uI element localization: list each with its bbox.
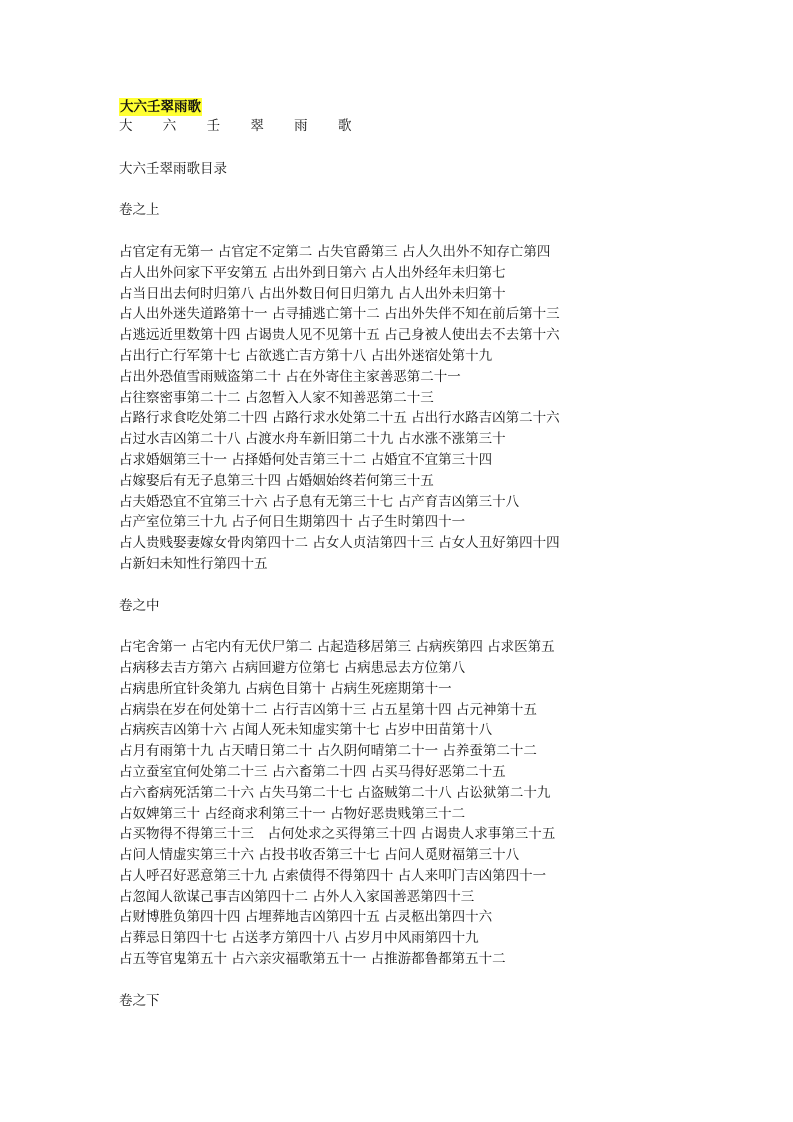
toc-line: 占病患所宜针灸第九 占病色目第十 占病生死瘥期第十一	[119, 680, 452, 697]
toc-line: 占往察密事第二十二 占忽暂入人家不知善恶第二十三	[119, 389, 434, 406]
toc-line: 占葬忌日第四十七 占送孝方第四十八 占岁月中风雨第四十九	[119, 930, 479, 947]
document-page	[119, 96, 759, 1011]
toc-line: 占五等官鬼第五十 占六亲灾福歌第五十一 占推游都鲁都第五十二	[119, 951, 506, 968]
spacer	[119, 180, 759, 201]
toc-line: 占出外恐值雪雨贼盗第二十 占在外寄住主家善恶第二十一	[119, 368, 461, 385]
toc-line: 占病祟在岁在何处第十二 占行吉凶第十三 占五星第十四 占元神第十五	[119, 701, 537, 718]
volume-heading-middle: 卷之中	[119, 597, 160, 614]
toc-line: 占人出外问家下平安第五 占出外到日第六 占人出外经年未归第七	[119, 264, 506, 281]
toc-line: 占病移去吉方第六 占病回避方位第七 占病患忌去方位第八	[119, 659, 466, 676]
spacer	[119, 138, 759, 159]
toc-line: 占宅舍第一 占宅内有无伏尸第二 占起造移居第三 占病疾第四 占求医第五	[119, 639, 555, 656]
toc-line: 占官定有无第一 占官定不定第二 占失官爵第三 占人久出外不知存亡第四	[119, 243, 551, 260]
toc-line: 占月有雨第十九 占天晴日第二十 占久阴何晴第二十一 占养蚕第二十二	[119, 743, 537, 760]
volume-heading-upper: 卷之上	[119, 202, 160, 219]
document-title-spaced: 大 六 壬 翠 雨 歌	[119, 118, 365, 134]
toc-line: 占人贵贱娶妻嫁女骨肉第四十二 占女人贞洁第四十三 占女人丑好第四十四	[119, 535, 560, 552]
toc-line: 占问人情虚实第三十六 占投书收否第三十七 占问人觅财福第三十八	[119, 847, 520, 864]
toc-line: 占求婚姻第三十一 占择婚何处吉第三十二 占婚宜不宜第三十四	[119, 451, 493, 468]
toc-line: 占夫婚恐宜不宜第三十六 占子息有无第三十七 占产育吉凶第三十八	[119, 493, 520, 510]
spacer	[119, 221, 759, 242]
toc-line: 占奴婢第三十 占经商求利第三十一 占物好恶贵贱第三十二	[119, 805, 466, 822]
toc-line: 占新妇未知性行第四十五	[119, 555, 268, 572]
volume-heading-lower: 卷之下	[119, 992, 160, 1009]
toc-line: 占嫁娶后有无子息第三十四 占婚姻始终若何第三十五	[119, 472, 434, 489]
toc-line: 占出行亡行军第十七 占欲逃亡吉方第十八 占出外迷宿处第十九	[119, 347, 493, 364]
spacer	[119, 970, 759, 991]
toc-line: 占人呼召好恶意第三十九 占索债得不得第四十 占人来叩门吉凶第四十一	[119, 867, 547, 884]
toc-line: 占买物得不得第三十三 占何处求之买得第三十四 占谒贵人求事第三十五	[119, 826, 556, 843]
spacer	[119, 575, 759, 596]
spacer	[119, 616, 759, 637]
document-title-highlighted: 大六壬翠雨歌	[120, 99, 201, 115]
toc-line: 占路行求食吃处第二十四 占路行求水处第二十五 占出行水路吉凶第二十六	[119, 410, 560, 427]
toc-line: 占当日出去何时归第八 占出外数日何日归第九 占人出外未归第十	[119, 285, 506, 302]
toc-line: 占病疾吉凶第十六 占闻人死未知虚实第十七 占岁中田苗第十八	[119, 722, 493, 739]
toc-heading: 大六壬翠雨歌目录	[119, 160, 227, 177]
volume-upper-list	[119, 242, 759, 575]
toc-line: 占立蚕室宜何处第二十三 占六畜第二十四 占买马得好恶第二十五	[119, 763, 506, 780]
toc-line: 占六畜病死活第二十六 占失马第二十七 占盗贼第二十八 占讼狱第二十九	[119, 784, 551, 801]
toc-line: 占产室位第三十九 占子何日生期第四十 占子生时第四十一	[119, 514, 466, 531]
toc-line: 占过水吉凶第二十八 占渡水舟车新旧第二十九 占水涨不涨第三十	[119, 431, 506, 448]
toc-line: 占人出外迷失道路第十一 占寻捕逃亡第十二 占出外失伴不知在前后第十三	[119, 306, 560, 323]
toc-line: 占逃远近里数第十四 占谒贵人见不见第十五 占己身被人使出去不去第十六	[119, 327, 560, 344]
toc-line: 占财博胜负第四十四 占埋葬地吉凶第四十五 占灵柩出第四十六	[119, 909, 493, 926]
volume-middle-list	[119, 637, 759, 970]
toc-line: 占忽闻人欲谋己事吉凶第四十二 占外人入家国善恶第四十三	[119, 888, 475, 905]
